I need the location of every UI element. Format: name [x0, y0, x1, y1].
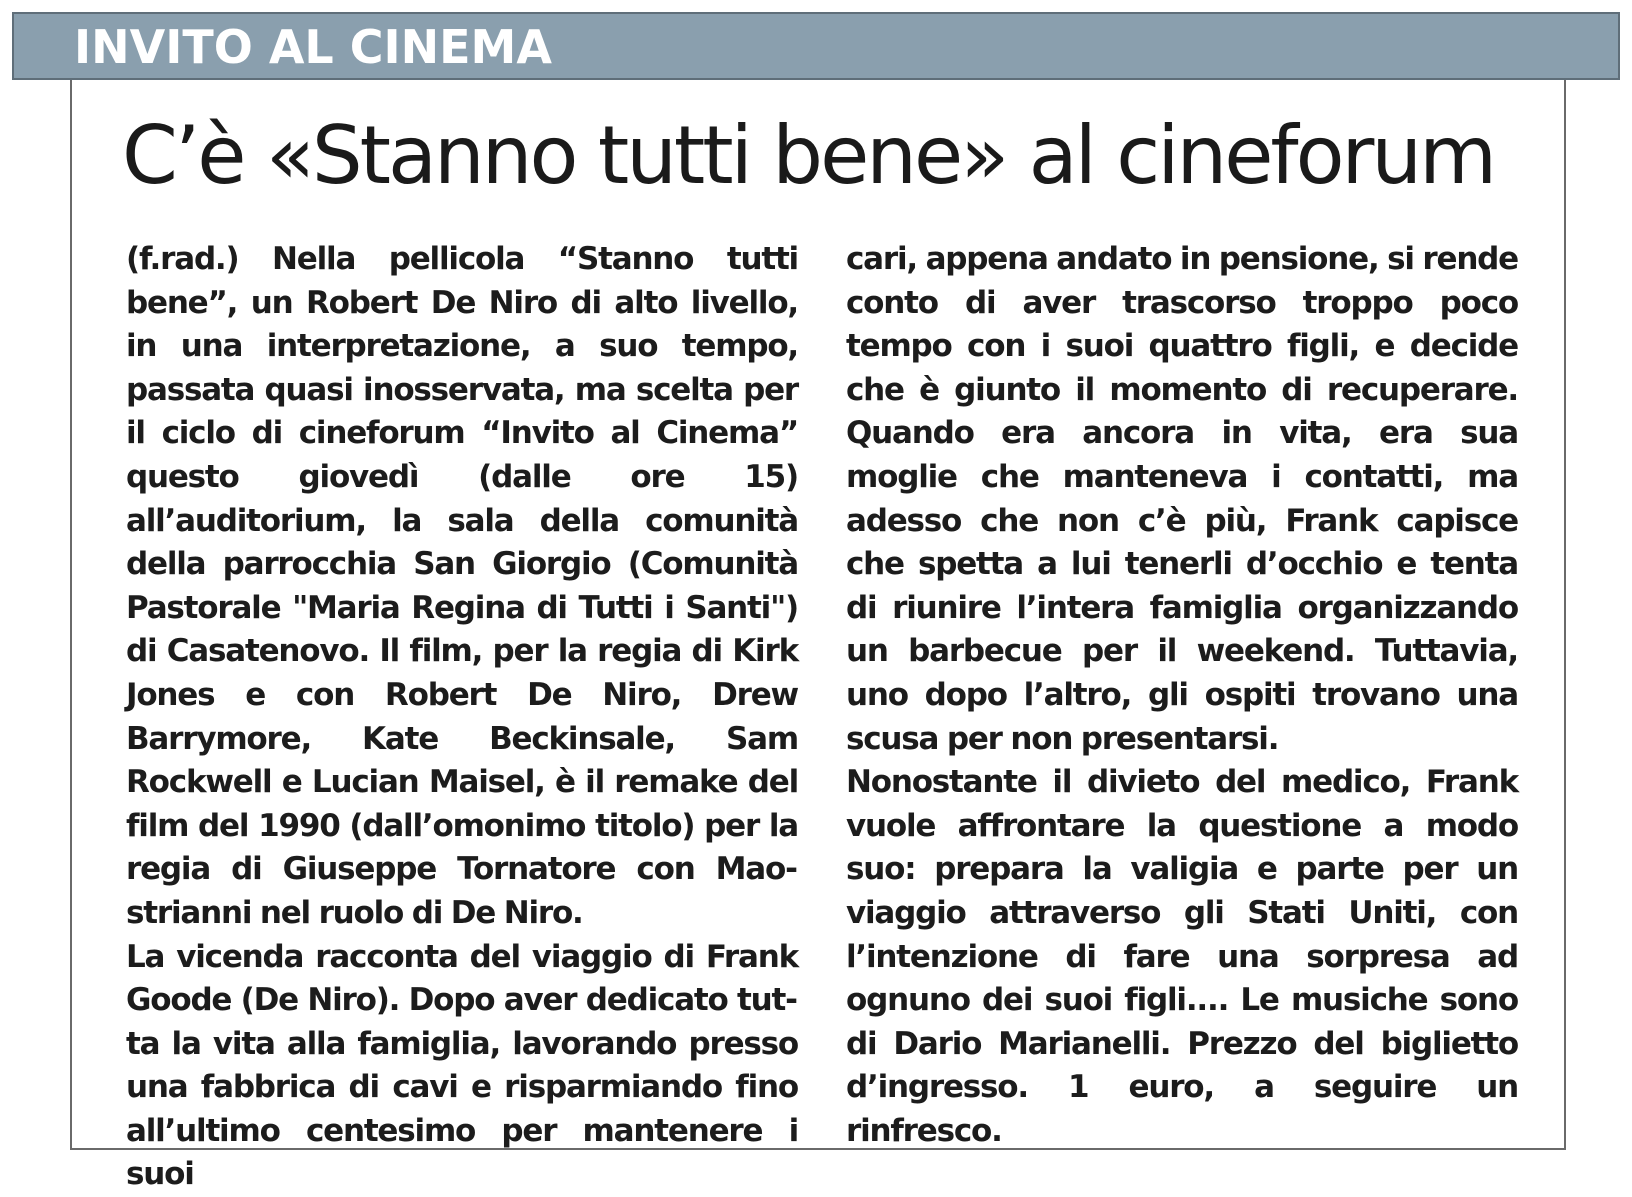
- section-label: INVITO AL CINEMA: [74, 20, 552, 74]
- article-paragraph: La vicenda racconta del viaggio di Frank Goode (De Niro). Dopo aver dedicato tutta la vita alla famiglia, lavorando presso una fabbrica di cavi e risparmiando fino all’ultimo centesimo per mantenere i suoi: [126, 936, 798, 1197]
- article-headline: C’è «Stanno tutti bene» al cineforum: [122, 108, 1542, 204]
- section-banner: [12, 12, 1620, 80]
- article-column-right: [846, 238, 1518, 1153]
- article-column-left: [126, 238, 798, 1197]
- article-paragraph: Nonostante il divieto del medico, Frank vuole affrontare la questione a modo suo: prepara la valigia e parte per un viaggio attraverso gli Stati Uniti, con l’intenzione di fare una sorpresa ad ognuno dei suoi figli.... Le musiche sono di Dario Marianelli. Prezzo del biglietto d’ingresso. 1 euro, a seguire un rinfresco.: [846, 761, 1518, 1153]
- article-paragraph: cari, appena andato in pensione, si rende conto di aver trascorso troppo poco tempo con i suoi quattro figli, e decide che è giunto il momento di recuperare. Quando era ancora in vita, era sua moglie che manteneva i contatti, ma adesso che non c’è più, Frank capisce che spetta a lui tenerli d’occhio e tenta di riunire l’intera famiglia organizzando un barbecue per il weekend. Tuttavia, uno dopo l’altro, gli ospiti trovano una scusa per non presentarsi.: [846, 238, 1518, 761]
- article-paragraph: (f.rad.) Nella pellicola “Stanno tutti bene”, un Robert De Niro di alto livello, in una interpretazione, a suo tempo, passata quasi inosservata, ma scelta per il ciclo di cineforum “Invito al Cinema” questo giovedì (dalle ore 15) all’auditorium, la sala della comunità della parrocchia San Giorgio (Comunità Pastorale "Maria Regina di Tutti i Santi") di Casatenovo. Il film, per la regia di Kirk Jones e con Robert De Niro, Drew Barrymore, Kate Beckinsale, Sam Rockwell e Lucian Maisel, è il remake del film del 1990 (dall’omonimo titolo) per la regia di Giuseppe Tornatore con Maostrianni nel ruolo di De Niro.: [126, 238, 798, 936]
